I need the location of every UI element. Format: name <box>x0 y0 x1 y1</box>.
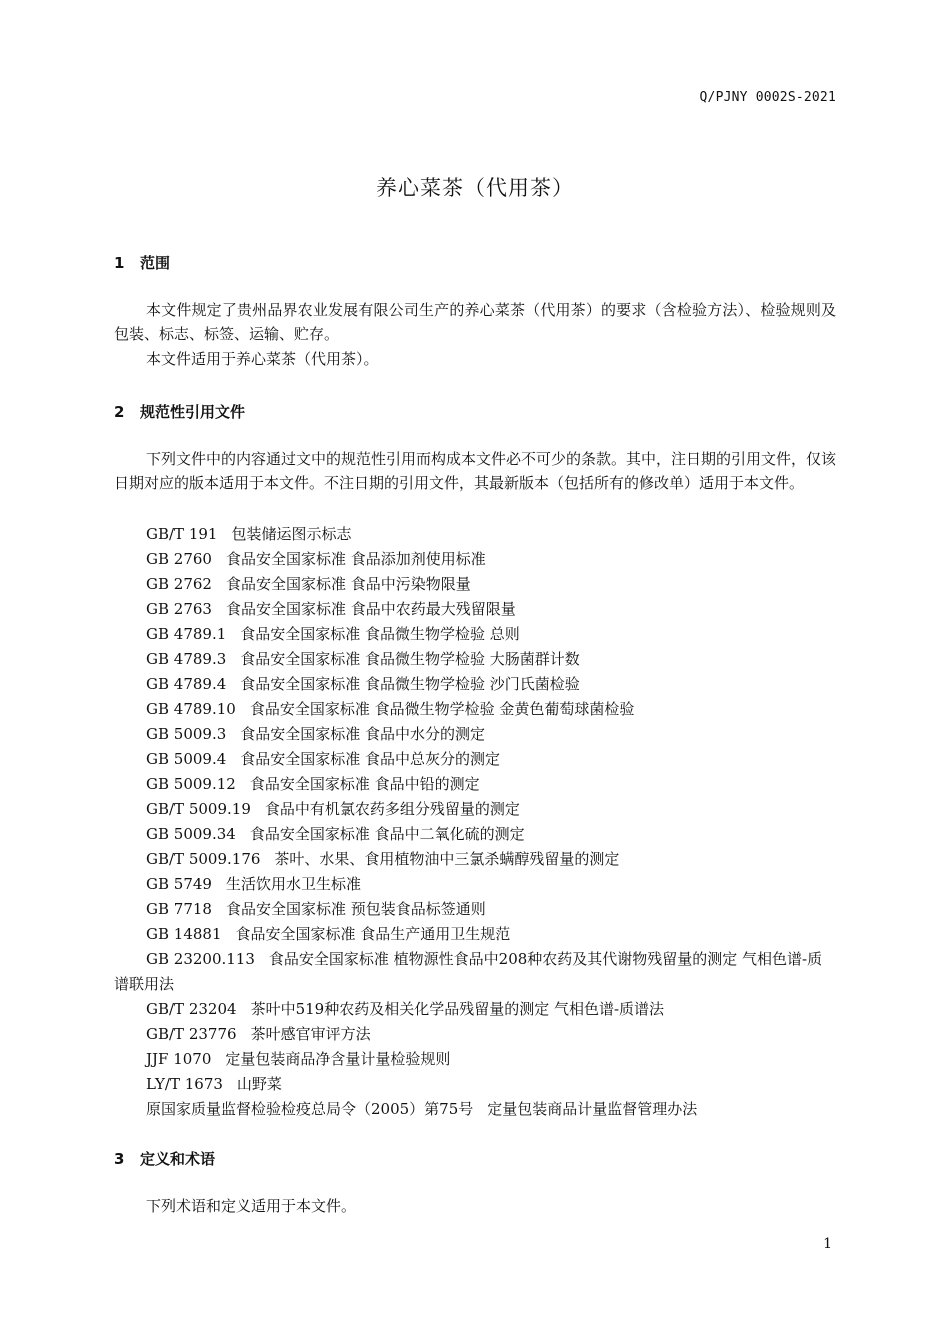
reference-code: GB 4789.1 <box>146 625 227 643</box>
reference-item <box>114 872 836 897</box>
section-title: 定义和术语 <box>140 1150 216 1168</box>
reference-name: 茶叶中519种农药及相关化学品残留量的测定 气相色谱-质谱法 <box>250 1000 665 1018</box>
reference-name: 食品安全国家标准 食品中总灰分的测定 <box>240 750 501 768</box>
reference-code: GB 14881 <box>146 925 222 943</box>
reference-code: GB 7718 <box>146 900 212 918</box>
section-number: 3 <box>114 1150 125 1168</box>
reference-item <box>114 797 836 822</box>
reference-code: GB 4789.3 <box>146 650 227 668</box>
reference-item <box>114 947 836 997</box>
page-number: 1 <box>823 1236 832 1252</box>
reference-name: 食品安全国家标准 食品添加剂使用标准 <box>225 550 486 568</box>
reference-code: GB 5009.12 <box>146 775 236 793</box>
reference-code: LY/T 1673 <box>146 1075 223 1093</box>
section-3-heading <box>114 1148 215 1169</box>
reference-name: 食品中有机氯农药多组分残留量的测定 <box>264 800 520 818</box>
reference-item <box>114 747 836 772</box>
reference-item <box>114 722 836 747</box>
reference-item <box>114 1022 836 1047</box>
scope-paragraph: 本文件规定了贵州品界农业发展有限公司生产的养心菜茶（代用茶）的要求（含检验方法）、检验规则及包装、标志、标签、运输、贮存。 <box>114 301 836 343</box>
reference-code: GB/T 23776 <box>146 1025 237 1043</box>
reference-item <box>114 1047 836 1072</box>
reference-name: 茶叶感官审评方法 <box>250 1025 371 1043</box>
reference-code: GB 2760 <box>146 550 212 568</box>
reference-item <box>114 997 836 1022</box>
reference-name: 定量包装商品净含量计量检验规则 <box>225 1050 451 1068</box>
reference-item <box>114 697 836 722</box>
reference-name: 食品安全国家标准 食品中水分的测定 <box>240 725 486 743</box>
section-1-heading <box>114 252 170 273</box>
document-title: 养心菜茶（代用茶） <box>376 176 574 200</box>
reference-code: GB 2763 <box>146 600 212 618</box>
reference-code: GB/T 5009.19 <box>146 800 251 818</box>
reference-item <box>114 547 836 572</box>
reference-name: 食品安全国家标准 食品中农药最大残留限量 <box>225 600 516 618</box>
reference-code: GB/T 191 <box>146 525 218 543</box>
section-number: 2 <box>114 403 125 421</box>
reference-code: 原国家质量监督检验检疫总局令（2005）第75号 <box>146 1100 474 1118</box>
reference-item <box>114 822 836 847</box>
reference-code: GB 4789.10 <box>146 700 236 718</box>
reference-name: 食品安全国家标准 食品微生物学检验 总则 <box>240 625 520 643</box>
reference-code: GB 2762 <box>146 575 212 593</box>
normative-references-intro: 下列文件中的内容通过文中的规范性引用而构成本文件必不可少的条款。其中，注日期的引用文件，仅该日期对应的版本适用于本文件。不注日期的引用文件，其最新版本（包括所有的修改单）适用于本文件。 <box>114 450 837 492</box>
reference-code: GB 5009.4 <box>146 750 227 768</box>
reference-item <box>114 847 836 872</box>
reference-code: JJF 1070 <box>146 1050 212 1068</box>
reference-name: 食品安全国家标准 植物源性食品中208种农药及其代谢物残留量的测定 气相色谱-质谱联用法 <box>114 950 823 993</box>
reference-item <box>114 922 836 947</box>
reference-item <box>114 1072 836 1097</box>
reference-name: 食品安全国家标准 食品微生物学检验 金黄色葡萄球菌检验 <box>249 700 635 718</box>
reference-code: GB/T 5009.176 <box>146 850 261 868</box>
reference-name: 食品安全国家标准 食品微生物学检验 沙门氏菌检验 <box>240 675 580 693</box>
reference-name: 茶叶、水果、食用植物油中三氯杀螨醇残留量的测定 <box>274 850 620 868</box>
reference-code: GB 4789.4 <box>146 675 227 693</box>
reference-name: 生活饮用水卫生标准 <box>225 875 361 893</box>
document-code: Q/PJNY 0002S-2021 <box>699 90 836 105</box>
reference-name: 山野菜 <box>236 1075 282 1093</box>
section-2-heading <box>114 401 245 422</box>
reference-list <box>114 522 836 1122</box>
reference-name: 食品安全国家标准 食品中铅的测定 <box>249 775 480 793</box>
reference-code: GB/T 23204 <box>146 1000 237 1018</box>
section-number: 1 <box>114 254 125 272</box>
reference-item <box>114 622 836 647</box>
reference-code: GB 5009.34 <box>146 825 236 843</box>
reference-item <box>114 572 836 597</box>
reference-name: 食品安全国家标准 食品生产通用卫生规范 <box>235 925 511 943</box>
reference-item <box>114 897 836 922</box>
reference-name: 定量包装商品计量监督管理办法 <box>487 1100 698 1118</box>
reference-code: GB 5749 <box>146 875 212 893</box>
scope-applicability-paragraph: 本文件适用于养心菜茶（代用茶）。 <box>146 350 379 368</box>
reference-code: GB 5009.3 <box>146 725 227 743</box>
reference-item <box>114 772 836 797</box>
reference-item <box>114 522 836 547</box>
section-title: 范围 <box>140 254 171 272</box>
section-title: 规范性引用文件 <box>140 403 246 421</box>
reference-item <box>114 597 836 622</box>
reference-name: 食品安全国家标准 预包装食品标签通则 <box>225 900 486 918</box>
definitions-intro: 下列术语和定义适用于本文件。 <box>146 1197 357 1215</box>
reference-code: GB 23200.113 <box>146 950 255 968</box>
reference-item <box>114 672 836 697</box>
reference-item <box>114 1097 836 1122</box>
reference-name: 包装储运图示标志 <box>231 525 352 543</box>
reference-name: 食品安全国家标准 食品中二氧化硫的测定 <box>249 825 525 843</box>
reference-item <box>114 647 836 672</box>
reference-name: 食品安全国家标准 食品中污染物限量 <box>225 575 471 593</box>
reference-name: 食品安全国家标准 食品微生物学检验 大肠菌群计数 <box>240 650 580 668</box>
